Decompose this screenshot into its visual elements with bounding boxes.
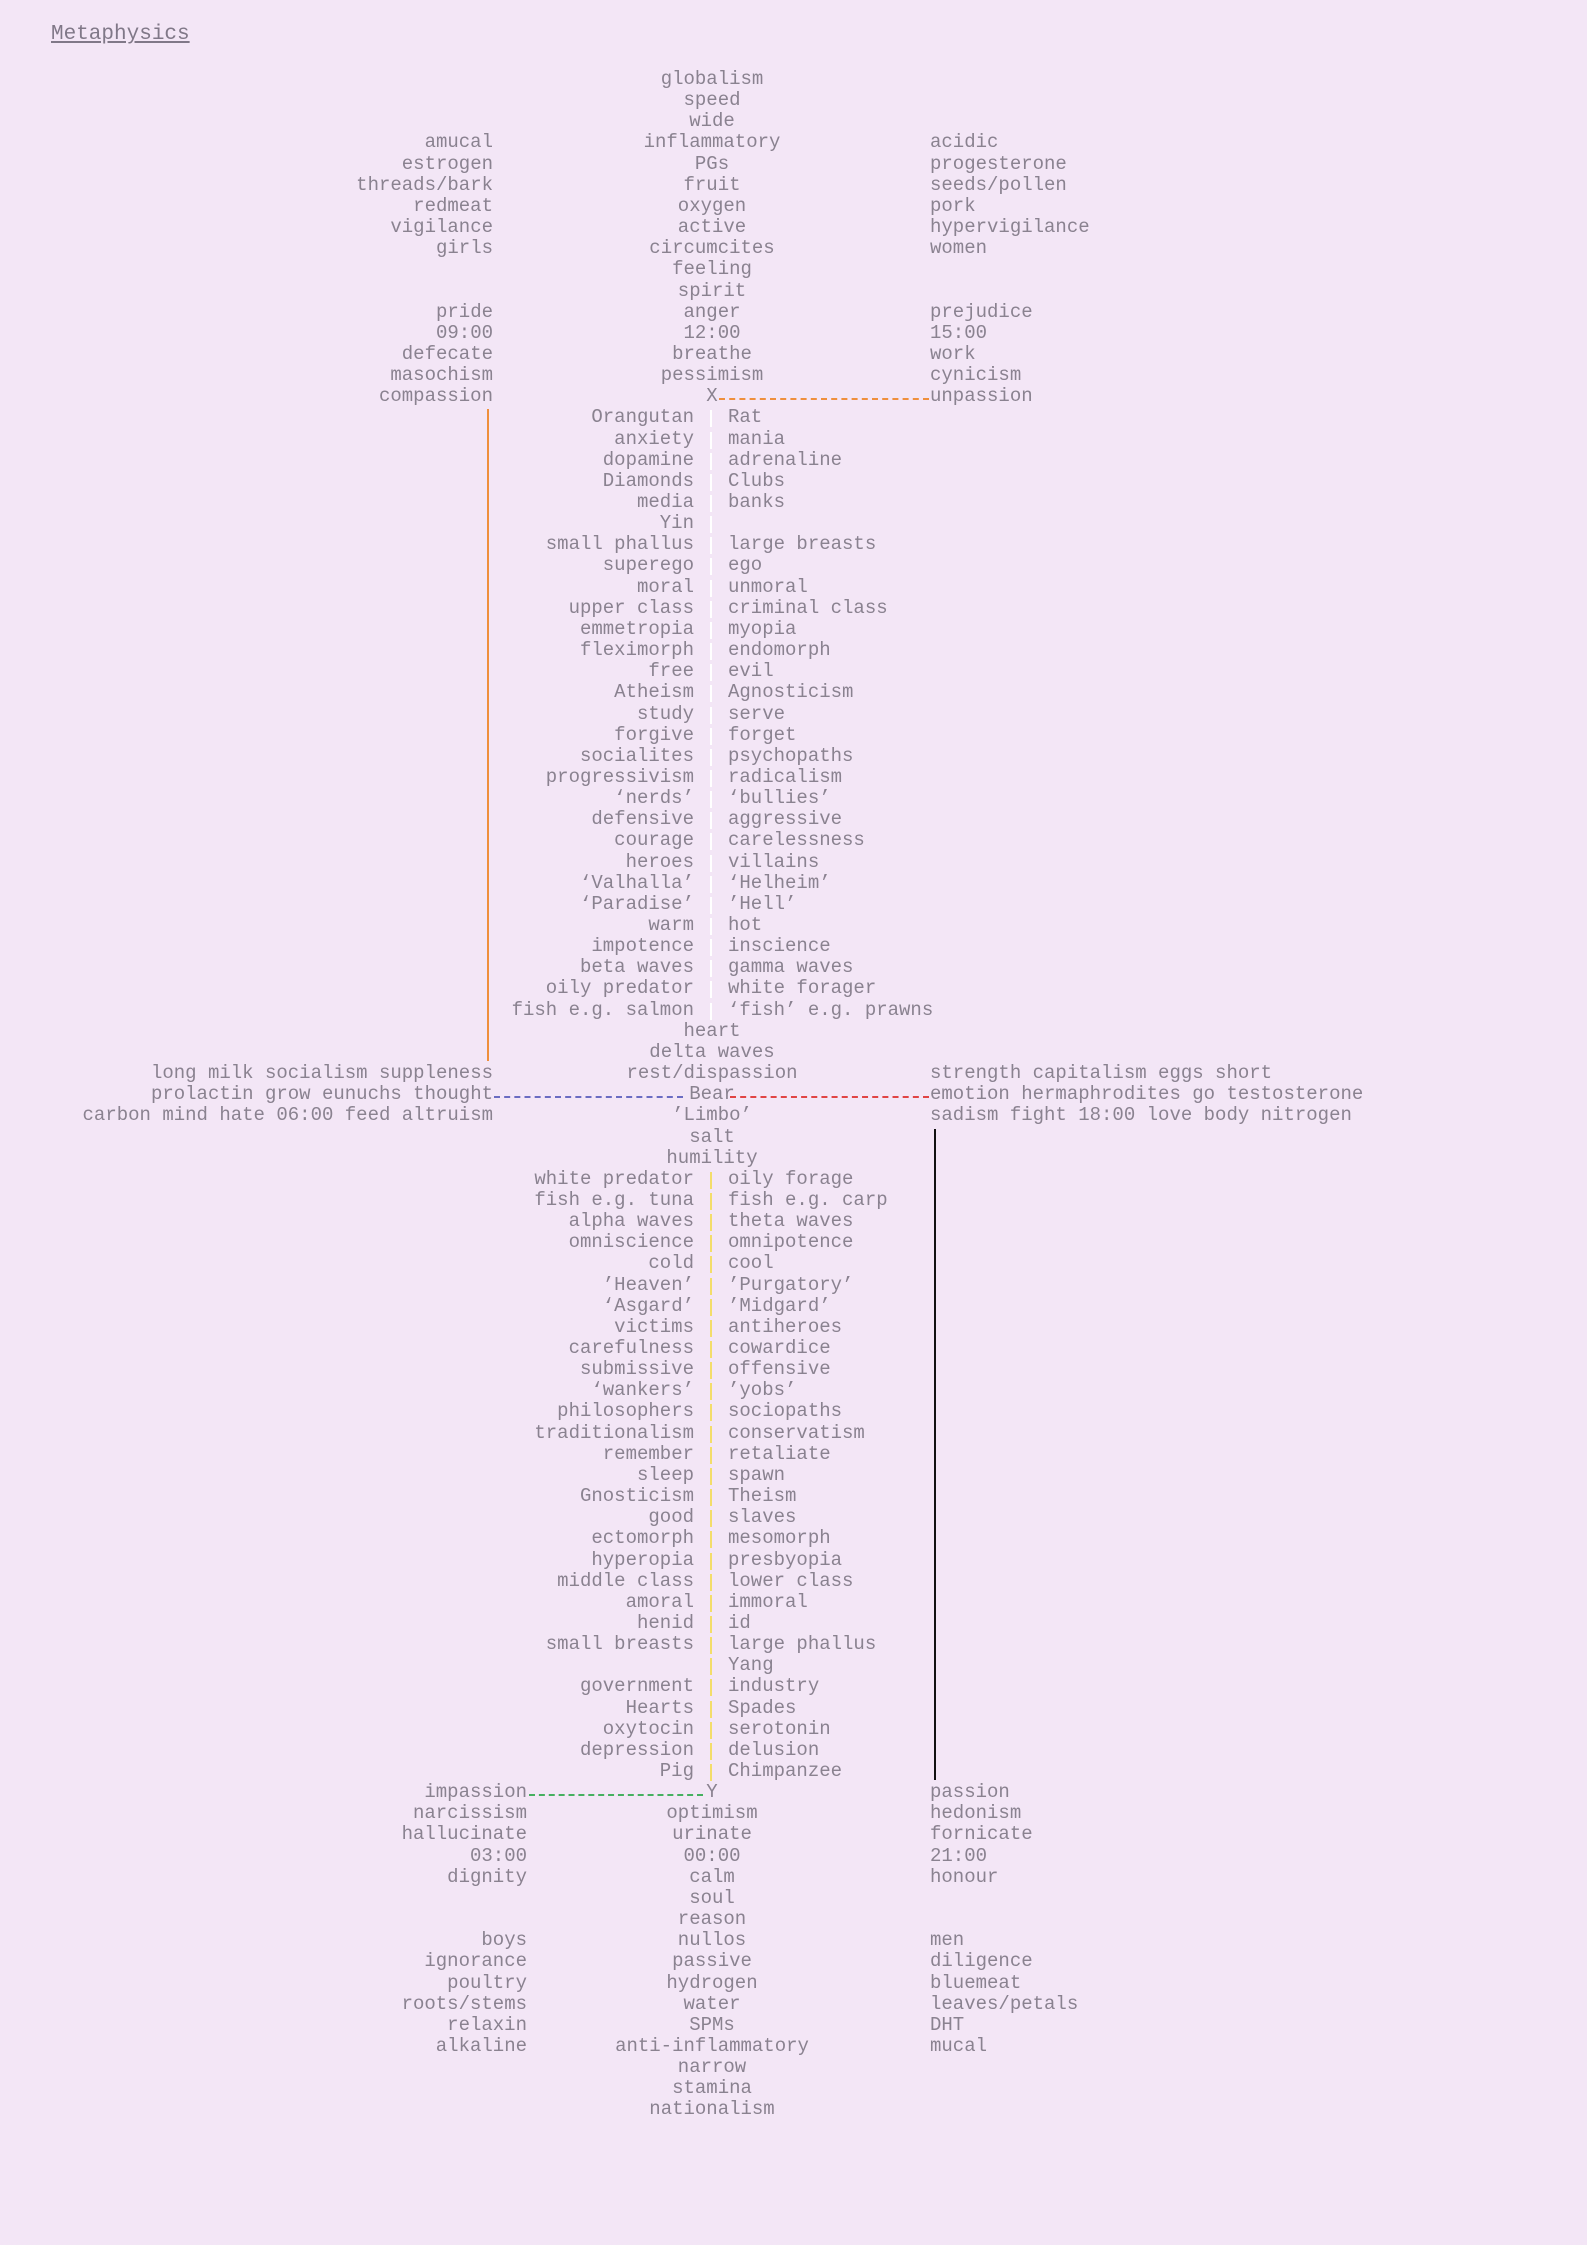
top-center-word: breathe bbox=[672, 342, 752, 365]
lower-pair-right: Yang bbox=[728, 1654, 774, 1677]
upper-pair-separator bbox=[710, 876, 712, 893]
bottom-right-word: DHT bbox=[930, 2013, 965, 2036]
top-center-word: 12:00 bbox=[683, 321, 741, 344]
lower-pair-left: Hearts bbox=[625, 1696, 694, 1719]
upper-pair-separator bbox=[710, 728, 712, 745]
bottom-center-word: soul bbox=[689, 1886, 735, 1909]
top-center-word: spirit bbox=[677, 279, 747, 302]
lower-pair-separator bbox=[710, 1658, 712, 1675]
upper-pair-separator bbox=[710, 453, 712, 470]
lower-pair-right: immoral bbox=[728, 1590, 808, 1613]
lower-pair-right: serotonin bbox=[728, 1717, 831, 1740]
top-center-word: anger bbox=[683, 300, 741, 323]
heart-word: heart bbox=[683, 1019, 741, 1042]
bottom-left-word: dignity bbox=[447, 1865, 527, 1888]
upper-pair-separator bbox=[710, 643, 712, 660]
lower-pair-right: slaves bbox=[728, 1506, 797, 1529]
upper-pair-separator bbox=[710, 558, 712, 575]
lower-pair-left: carefulness bbox=[568, 1337, 694, 1359]
lower-pair-separator bbox=[710, 1510, 712, 1527]
y-node: Y bbox=[706, 1781, 718, 1804]
upper-pair-separator bbox=[710, 981, 712, 998]
lower-pair-right: large phallus bbox=[728, 1633, 877, 1656]
upper-pair-left: beta waves bbox=[579, 956, 694, 979]
bottom-center-word: anti-inflammatory bbox=[615, 2034, 809, 2057]
bottom-right-word: hedonism bbox=[930, 1802, 1022, 1825]
lower-pair-right: ’yobs’ bbox=[728, 1379, 797, 1402]
x-node: X bbox=[706, 385, 718, 408]
lower-pair-right: spawn bbox=[728, 1463, 786, 1486]
lower-pair-right: ’Purgatory’ bbox=[728, 1273, 854, 1296]
upper-pair-left: upper class bbox=[568, 596, 694, 619]
lower-pair-left: ectomorph bbox=[591, 1527, 694, 1550]
lower-pair-right: oily forage bbox=[728, 1167, 854, 1190]
bottom-center-word: reason bbox=[677, 1908, 747, 1931]
upper-pair-separator bbox=[710, 833, 712, 850]
upper-pair-separator bbox=[710, 537, 712, 554]
upper-pair-left: moral bbox=[636, 575, 694, 598]
salt-word: salt bbox=[689, 1125, 735, 1148]
lower-pair-left: amoral bbox=[625, 1590, 694, 1613]
upper-pair-left: study bbox=[636, 702, 694, 725]
middle-right-words: strength capitalism eggs short bbox=[930, 1062, 1273, 1085]
upper-pair-left: ‘nerds’ bbox=[614, 787, 694, 810]
lower-pair-separator bbox=[710, 1172, 712, 1189]
upper-pair-right: serve bbox=[728, 702, 786, 725]
lower-pair-separator bbox=[710, 1637, 712, 1654]
middle-left-words: long milk socialism suppleness bbox=[150, 1062, 493, 1085]
upper-pair-right: psychopaths bbox=[728, 744, 854, 767]
lower-pair-left: henid bbox=[636, 1611, 694, 1634]
lower-pair-left: middle class bbox=[557, 1569, 694, 1592]
top-left-word: defecate bbox=[401, 342, 493, 365]
top-left-word: masochism bbox=[390, 364, 493, 387]
middle-left-words: prolactin grow eunuchs thought bbox=[150, 1083, 493, 1106]
upper-pair-left: fish e.g. salmon bbox=[511, 998, 694, 1021]
top-center-word: fruit bbox=[683, 173, 741, 196]
upper-pair-right: myopia bbox=[728, 617, 797, 640]
upper-pair-right: carelessness bbox=[728, 829, 865, 852]
orange-vertical-line bbox=[487, 409, 489, 1061]
upper-pair-left: ‘Valhalla’ bbox=[579, 871, 694, 894]
bottom-right-word: mucal bbox=[930, 2034, 988, 2057]
upper-pair-separator bbox=[710, 601, 712, 618]
upper-pair-left: small phallus bbox=[545, 533, 694, 556]
lower-pair-left: submissive bbox=[579, 1358, 694, 1381]
top-right-word: 15:00 bbox=[930, 321, 988, 344]
top-left-word: estrogen bbox=[401, 152, 493, 175]
bottom-left-word: relaxin bbox=[447, 2013, 527, 2036]
lower-pair-right: Theism bbox=[728, 1485, 797, 1508]
upper-pair-right: gamma waves bbox=[728, 956, 854, 979]
lower-pair-separator bbox=[710, 1362, 712, 1379]
top-right-word: hypervigilance bbox=[930, 216, 1090, 239]
lower-pair-separator bbox=[710, 1235, 712, 1252]
lower-pair-separator bbox=[710, 1447, 712, 1464]
lower-pair-right: fish e.g. carp bbox=[728, 1188, 888, 1211]
upper-pair-right: unmoral bbox=[728, 575, 808, 598]
bottom-left-word: alkaline bbox=[435, 2034, 527, 2057]
lower-pair-left: ‘Asgard’ bbox=[602, 1294, 694, 1317]
lower-pair-right: ’Midgard’ bbox=[728, 1294, 831, 1317]
lower-pair-separator bbox=[710, 1595, 712, 1612]
upper-pair-left: free bbox=[648, 660, 694, 683]
lower-pair-left: traditionalism bbox=[534, 1421, 694, 1444]
bear-left-dashed-line bbox=[494, 1096, 683, 1098]
upper-pair-left: Diamonds bbox=[602, 469, 694, 492]
bottom-left-word: ignorance bbox=[424, 1950, 527, 1973]
bottom-left-word: hallucinate bbox=[401, 1823, 527, 1846]
bottom-left-word: boys bbox=[481, 1929, 527, 1952]
top-center-word: wide bbox=[689, 110, 735, 133]
top-center-word: active bbox=[677, 216, 747, 239]
bottom-center-word: optimism bbox=[666, 1802, 758, 1825]
lower-pair-separator bbox=[710, 1426, 712, 1443]
lower-pair-right: retaliate bbox=[728, 1442, 831, 1465]
x-row-right: unpassion bbox=[930, 385, 1033, 408]
top-left-word: pride bbox=[435, 300, 493, 323]
lower-pair-left: government bbox=[579, 1675, 694, 1698]
bear-right-dashed-line bbox=[730, 1096, 929, 1098]
upper-pair-left: Orangutan bbox=[591, 406, 694, 429]
upper-pair-left: progressivism bbox=[545, 765, 694, 788]
lower-pair-separator bbox=[710, 1383, 712, 1400]
upper-pair-separator bbox=[710, 410, 712, 427]
bottom-left-word: roots/stems bbox=[401, 1992, 527, 2015]
top-left-word: 09:00 bbox=[435, 321, 493, 344]
upper-pair-left: forgive bbox=[614, 723, 694, 746]
x-row-left: compassion bbox=[378, 385, 493, 408]
top-center-word: feeling bbox=[672, 258, 752, 281]
lower-pair-left: fish e.g. tuna bbox=[534, 1188, 694, 1211]
lower-pair-left: small breasts bbox=[545, 1633, 694, 1656]
upper-pair-left: Atheism bbox=[614, 681, 694, 704]
bottom-center-word: calm bbox=[689, 1865, 735, 1888]
top-right-word: pork bbox=[930, 194, 976, 217]
lower-pair-left: white predator bbox=[534, 1167, 694, 1190]
upper-pair-right: Rat bbox=[728, 406, 763, 429]
bottom-center-word: urinate bbox=[672, 1823, 752, 1846]
lower-pair-separator bbox=[710, 1404, 712, 1421]
lower-pair-left: philosophers bbox=[557, 1400, 694, 1423]
middle-right-words: sadism fight 18:00 love body nitrogen bbox=[930, 1104, 1352, 1127]
lower-pair-left: Pig bbox=[659, 1760, 694, 1782]
upper-pair-separator bbox=[710, 707, 712, 724]
top-right-word: prejudice bbox=[930, 300, 1033, 323]
middle-right-words: emotion hermaphrodites go testosterone bbox=[930, 1083, 1364, 1106]
upper-pair-left: anxiety bbox=[614, 427, 694, 450]
bottom-center-word: hydrogen bbox=[666, 1971, 758, 1994]
upper-pair-separator bbox=[710, 474, 712, 491]
lower-pair-left: oxytocin bbox=[602, 1717, 694, 1740]
top-left-word: redmeat bbox=[413, 194, 493, 217]
bottom-left-word: poultry bbox=[447, 1971, 527, 1994]
upper-pair-separator bbox=[710, 516, 712, 533]
lower-pair-left: omniscience bbox=[568, 1231, 694, 1254]
upper-pair-right: endomorph bbox=[728, 639, 831, 662]
upper-pair-right: aggressive bbox=[728, 808, 843, 831]
upper-pair-left: oily predator bbox=[545, 977, 694, 1000]
lower-pair-left: Gnosticism bbox=[579, 1485, 694, 1508]
bottom-right-word: honour bbox=[930, 1865, 999, 1888]
lower-pair-separator bbox=[710, 1531, 712, 1548]
top-right-word: acidic bbox=[930, 131, 999, 154]
lower-pair-left: victims bbox=[614, 1315, 694, 1338]
lower-pair-right: delusion bbox=[728, 1738, 820, 1761]
black-vertical-line bbox=[934, 1129, 936, 1781]
impassion-to-y-dashed-line bbox=[529, 1794, 703, 1796]
upper-pair-right: ‘Helheim’ bbox=[728, 871, 831, 894]
lower-pair-right: Spades bbox=[728, 1696, 797, 1719]
upper-pair-left: dopamine bbox=[602, 448, 694, 471]
upper-pair-left: courage bbox=[614, 829, 694, 852]
upper-pair-right: inscience bbox=[728, 935, 831, 958]
bottom-center-word: passive bbox=[672, 1950, 752, 1973]
lower-pair-right: Chimpanzee bbox=[728, 1760, 843, 1782]
lower-pair-left: depression bbox=[579, 1738, 694, 1761]
lower-pair-separator bbox=[710, 1574, 712, 1591]
middle-left-words: carbon mind hate 06:00 feed altruism bbox=[82, 1104, 493, 1127]
upper-pair-separator bbox=[710, 749, 712, 766]
lower-pair-right: industry bbox=[728, 1675, 820, 1698]
lower-pair-left: hyperopia bbox=[591, 1548, 694, 1571]
lower-pair-right: cool bbox=[728, 1252, 774, 1275]
top-left-word: threads/bark bbox=[356, 173, 493, 196]
lower-pair-right: id bbox=[728, 1611, 751, 1634]
lower-pair-separator bbox=[710, 1553, 712, 1570]
lower-pair-left: sleep bbox=[636, 1463, 694, 1486]
lower-pair-separator bbox=[710, 1214, 712, 1231]
bottom-right-word: leaves/petals bbox=[930, 1992, 1079, 2015]
upper-pair-left: emmetropia bbox=[579, 617, 694, 640]
lower-pair-right: cowardice bbox=[728, 1337, 831, 1359]
upper-pair-right: criminal class bbox=[728, 596, 888, 619]
y-row-right: passion bbox=[930, 1781, 1010, 1804]
upper-pair-separator bbox=[710, 918, 712, 935]
upper-pair-left: media bbox=[636, 491, 694, 513]
lower-pair-left: ’Heaven’ bbox=[602, 1273, 694, 1296]
upper-pair-right: evil bbox=[728, 660, 774, 683]
upper-pair-left: Yin bbox=[659, 512, 694, 535]
upper-pair-right: radicalism bbox=[728, 765, 843, 788]
top-left-word: vigilance bbox=[390, 216, 493, 239]
lower-pair-separator bbox=[710, 1468, 712, 1485]
upper-pair-separator bbox=[710, 580, 712, 597]
lower-pair-separator bbox=[710, 1616, 712, 1633]
upper-pair-right: ego bbox=[728, 554, 763, 577]
upper-pair-separator bbox=[710, 939, 712, 956]
upper-pair-right: large breasts bbox=[728, 533, 877, 556]
upper-pair-separator bbox=[710, 812, 712, 829]
bottom-center-word: nationalism bbox=[649, 2098, 775, 2121]
upper-pair-right: villains bbox=[728, 850, 820, 873]
top-right-word: work bbox=[930, 342, 976, 365]
top-center-word: pessimism bbox=[660, 364, 764, 387]
upper-pair-right: Agnosticism bbox=[728, 681, 854, 704]
upper-pair-separator bbox=[710, 622, 712, 639]
upper-pair-separator bbox=[710, 855, 712, 872]
bottom-center-word: stamina bbox=[672, 2077, 752, 2100]
lower-pair-separator bbox=[710, 1320, 712, 1337]
upper-pair-right: ‘bullies’ bbox=[728, 787, 831, 810]
bottom-left-word: narcissism bbox=[412, 1802, 527, 1825]
lower-pair-left: alpha waves bbox=[568, 1210, 694, 1233]
lower-pair-separator bbox=[710, 1278, 712, 1295]
bottom-right-word: 21:00 bbox=[930, 1844, 988, 1867]
upper-pair-separator bbox=[710, 791, 712, 808]
middle-center-word: rest/dispassion bbox=[626, 1062, 798, 1085]
top-center-word: inflammatory bbox=[643, 131, 781, 154]
bottom-left-word: 03:00 bbox=[469, 1844, 527, 1867]
lower-pair-right: antiheroes bbox=[728, 1315, 843, 1338]
top-center-word: PGs bbox=[694, 152, 730, 175]
upper-pair-left: impotence bbox=[591, 935, 694, 958]
bottom-center-word: SPMs bbox=[689, 2013, 735, 2036]
x-to-unpassion-dashed-line bbox=[719, 398, 929, 400]
top-right-word: progesterone bbox=[930, 152, 1067, 175]
top-right-word: women bbox=[930, 237, 988, 260]
upper-pair-left: defensive bbox=[591, 808, 694, 831]
upper-pair-right: ‘fish’ e.g. prawns bbox=[728, 998, 934, 1021]
bear-node: Bear bbox=[689, 1083, 735, 1106]
top-right-word: seeds/pollen bbox=[930, 173, 1067, 196]
lower-pair-right: offensive bbox=[728, 1358, 831, 1381]
upper-pair-right: adrenaline bbox=[728, 448, 843, 471]
upper-pair-right: banks bbox=[728, 491, 786, 513]
lower-pair-right: mesomorph bbox=[728, 1527, 831, 1550]
top-center-word: oxygen bbox=[677, 194, 747, 217]
lower-pair-separator bbox=[710, 1679, 712, 1696]
upper-pair-right: white forager bbox=[728, 977, 877, 1000]
upper-pair-separator bbox=[710, 1003, 712, 1020]
lower-pair-separator bbox=[710, 1341, 712, 1358]
bottom-right-word: bluemeat bbox=[930, 1971, 1022, 1994]
lower-pair-right: omnipotence bbox=[728, 1231, 854, 1254]
upper-pair-right: mania bbox=[728, 427, 786, 450]
lower-pair-right: sociopaths bbox=[728, 1400, 843, 1423]
upper-pair-left: ‘Paradise’ bbox=[579, 892, 694, 915]
lower-pair-left: good bbox=[648, 1506, 694, 1529]
bottom-center-word: nullos bbox=[677, 1929, 747, 1952]
upper-pair-separator bbox=[710, 432, 712, 449]
upper-pair-separator bbox=[710, 960, 712, 977]
upper-pair-separator bbox=[710, 897, 712, 914]
upper-pair-separator bbox=[710, 685, 712, 702]
lower-pair-separator bbox=[710, 1489, 712, 1506]
bottom-center-word: 00:00 bbox=[683, 1844, 741, 1867]
lower-pair-right: lower class bbox=[728, 1569, 854, 1592]
lower-pair-separator bbox=[710, 1701, 712, 1718]
humility-word: humility bbox=[666, 1146, 758, 1169]
top-right-word: cynicism bbox=[930, 364, 1022, 387]
upper-pair-right: Clubs bbox=[728, 469, 786, 492]
upper-pair-separator bbox=[710, 664, 712, 681]
upper-pair-left: fleximorph bbox=[579, 639, 694, 662]
bottom-right-word: diligence bbox=[930, 1950, 1033, 1973]
top-left-word: girls bbox=[435, 237, 493, 260]
top-center-word: speed bbox=[683, 89, 741, 112]
lower-pair-separator bbox=[710, 1299, 712, 1316]
lower-pair-left: cold bbox=[648, 1252, 694, 1275]
bottom-center-word: water bbox=[683, 1992, 741, 2015]
lower-pair-separator bbox=[710, 1743, 712, 1760]
lower-pair-right: presbyopia bbox=[728, 1548, 843, 1571]
lower-pair-right: conservatism bbox=[728, 1421, 865, 1444]
lower-pair-left: ‘wankers’ bbox=[591, 1379, 694, 1402]
upper-pair-right: forget bbox=[728, 723, 797, 746]
bottom-right-word: men bbox=[930, 1929, 965, 1952]
y-row-left: impassion bbox=[424, 1781, 527, 1804]
lower-pair-separator bbox=[710, 1193, 712, 1210]
upper-pair-left: warm bbox=[648, 914, 694, 936]
delta-word: delta waves bbox=[649, 1040, 775, 1063]
upper-pair-separator bbox=[710, 495, 712, 512]
page-title[interactable]: Metaphysics bbox=[51, 23, 190, 46]
lower-pair-right: theta waves bbox=[728, 1210, 854, 1233]
upper-pair-left: heroes bbox=[625, 850, 694, 873]
lower-pair-separator bbox=[710, 1256, 712, 1273]
upper-pair-left: socialites bbox=[579, 744, 694, 767]
top-center-word: globalism bbox=[660, 68, 764, 90]
top-left-word: amucal bbox=[424, 131, 493, 154]
upper-pair-left: superego bbox=[602, 554, 694, 577]
bottom-right-word: fornicate bbox=[930, 1823, 1033, 1846]
lower-pair-left: remember bbox=[602, 1442, 694, 1465]
upper-pair-separator bbox=[710, 770, 712, 787]
lower-pair-separator bbox=[710, 1722, 712, 1739]
limbo-word: ’Limbo’ bbox=[672, 1104, 752, 1127]
bottom-center-word: narrow bbox=[677, 2056, 747, 2079]
upper-pair-right: hot bbox=[728, 914, 763, 936]
lower-pair-separator bbox=[710, 1764, 712, 1781]
upper-pair-right: ’Hell’ bbox=[728, 892, 797, 915]
top-center-word: circumcites bbox=[649, 237, 775, 260]
